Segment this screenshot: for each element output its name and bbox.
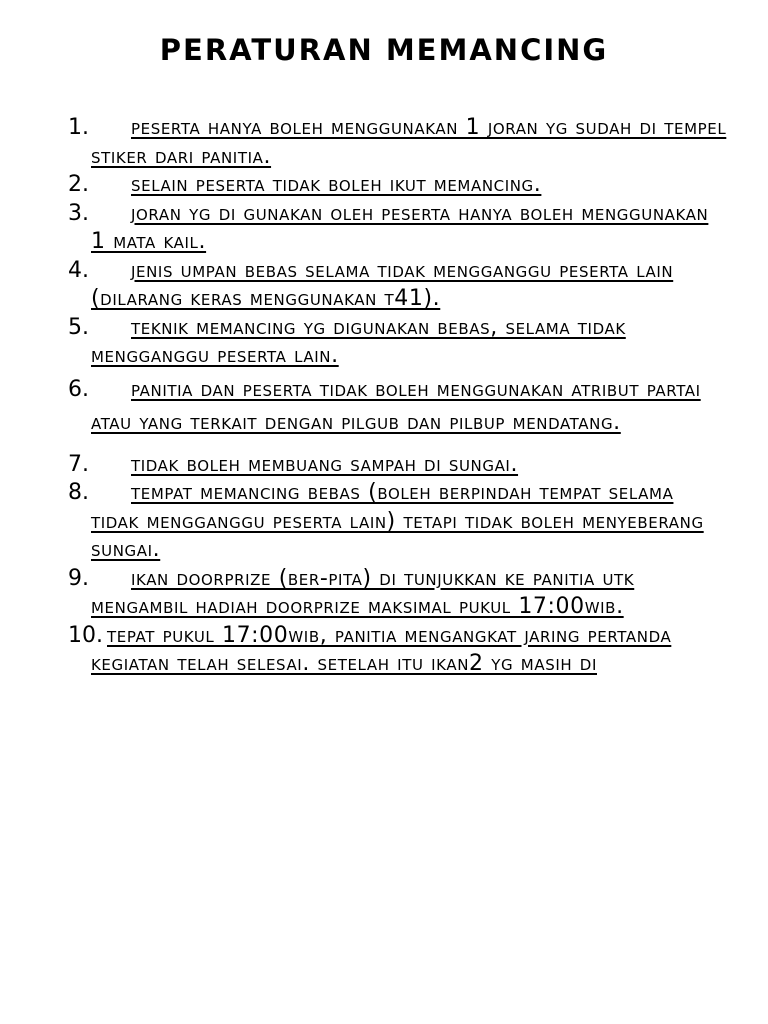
rule-number: 10. (68, 622, 103, 648)
rule-number: 7. (68, 451, 89, 477)
rule-item-3 (68, 200, 728, 257)
rule-item-4 (68, 257, 728, 314)
rule-text: tepat pukul 17:00wib, panitia mengangkat jaring pertanda kegiatan telah selesai. setelah itu ikan2 yg masih di (91, 622, 672, 676)
rule-item-6 (68, 373, 728, 439)
rule-number: 6. (68, 376, 89, 402)
rule-item-7 (68, 451, 728, 480)
rules-list (68, 114, 728, 679)
rule-text: peserta hanya boleh menggunakan 1 joran yg sudah di tempel stiker dari panitia. (91, 115, 727, 169)
rule-text: selain peserta tidak boleh ikut memancing. (131, 172, 542, 197)
rule-number: 9. (68, 565, 89, 591)
rule-text: jenis umpan bebas selama tidak mengganggu peserta lain (dilarang keras menggunakan t41). (91, 257, 674, 311)
rule-item-5 (68, 314, 728, 371)
rule-number: 5. (68, 314, 89, 340)
rule-number: 1. (68, 115, 89, 140)
rule-text: ikan doorprize (ber-pita) di tunjukkan ke panitia utk mengambil hadiah doorprize maksimal pukul 17:00wib. (91, 565, 635, 619)
document-title: PERATURAN MEMANCING (159, 33, 609, 67)
rule-text: joran yg di gunakan oleh peserta hanya boleh menggunakan 1 mata kail. (91, 200, 709, 254)
rule-item-10 (68, 622, 728, 679)
rule-text: teknik memancing yg digunakan bebas, selama tidak mengganggu peserta lain. (91, 314, 626, 368)
rule-number: 4. (68, 257, 89, 283)
rule-item-2 (68, 171, 728, 200)
rule-item-8 (68, 479, 728, 565)
rule-item-1 (68, 114, 728, 171)
rule-item-9 (68, 565, 728, 622)
rule-number: 3. (68, 200, 89, 226)
rule-number: 2. (68, 172, 89, 197)
rule-text: tidak boleh membuang sampah di sungai. (131, 451, 519, 477)
rule-number: 8. (68, 480, 89, 505)
rule-text: panitia dan peserta tidak boleh menggunakan atribut partai atau yang terkait dengan pilgub dan pilbup mendatang. (91, 376, 701, 435)
rule-text: tempat memancing bebas (boleh berpindah tempat selama tidak mengganggu peserta lain) tetapi tidak boleh menyeberang sungai. (91, 480, 704, 562)
